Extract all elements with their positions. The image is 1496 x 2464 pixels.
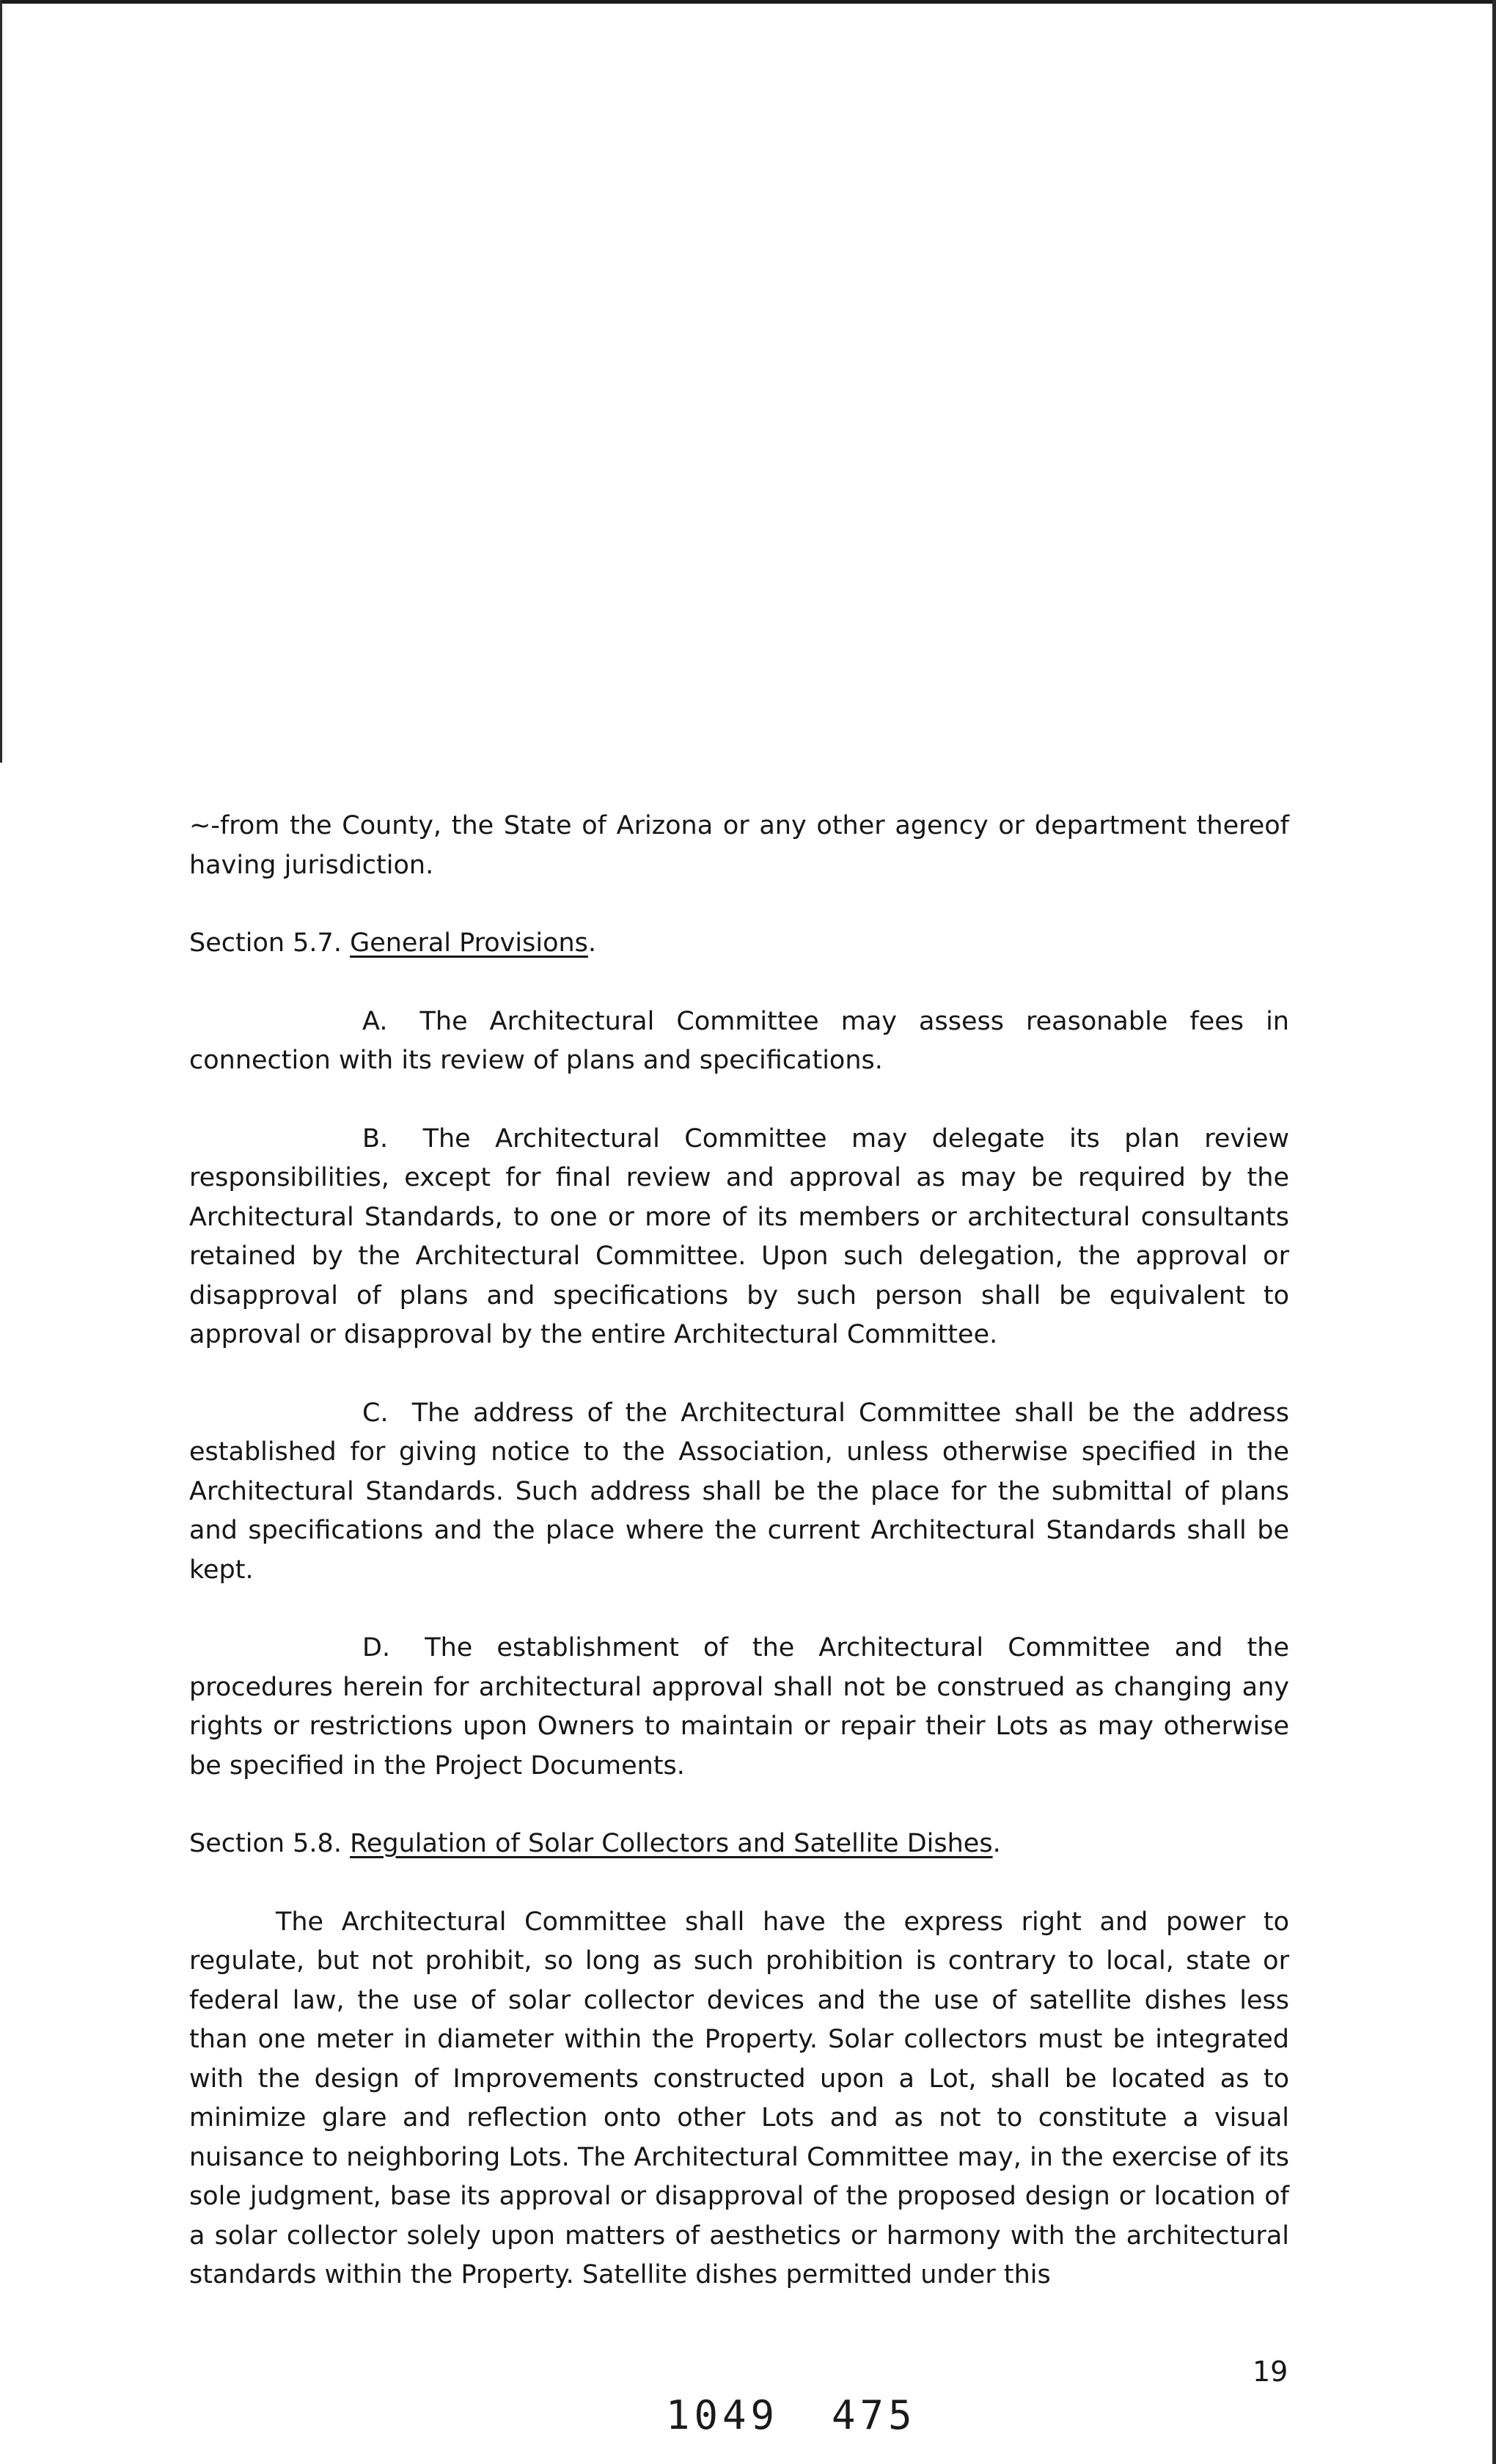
provision-c-label: C. bbox=[362, 1398, 389, 1428]
provision-b-text: The Architectural Committee may delegate its plan review responsibilities, except for final review and approval as may be required by the Architectural Standards, to one or more of its members or architectural consultants retained by the Architectural Committee. Upon such delegation, the approval or disapproval of plans and specifications by such person shall be equivalent to approval or disapproval by the entire Architectural Committee. bbox=[189, 1123, 1289, 1349]
recording-book-number: 1049 bbox=[666, 2392, 780, 2438]
provision-c bbox=[189, 1394, 1289, 1591]
scan-edge-left bbox=[0, 0, 2, 763]
recording-stamp bbox=[666, 2392, 917, 2438]
section-5-8-suffix: . bbox=[992, 1829, 1001, 1858]
page-number: 19 bbox=[1253, 2355, 1288, 2388]
continuation-paragraph: ~-from the County, the State of Arizona or any other agency or department thereof having jurisdiction. bbox=[189, 811, 1289, 880]
provision-c-text: The address of the Architectural Committee shall be the address established for giving notice to the Association, unless otherwise specified in the Architectural Standards. Such address shall be the place for the submittal of plans and specifications and the place where the current Architectural Standards shall be kept. bbox=[189, 1398, 1289, 1585]
document-body bbox=[189, 807, 1289, 2334]
provision-d-text: The establishment of the Architectural Committee and the procedures herein for architectural approval shall not be construed as changing any rights or restrictions upon Owners to maintain or repair their Lots as may otherwise be specified in the Project Documents. bbox=[189, 1633, 1289, 1781]
provision-d bbox=[189, 1629, 1289, 1786]
provision-a bbox=[189, 1002, 1289, 1081]
section-5-8-heading bbox=[189, 1825, 1289, 1864]
recording-page-number: 475 bbox=[832, 2392, 917, 2438]
section-5-7-title: General Provisions bbox=[350, 928, 588, 958]
section-5-7-prefix: Section 5.7. bbox=[189, 928, 342, 958]
provision-d-label: D. bbox=[362, 1633, 391, 1662]
section-5-7-suffix: . bbox=[587, 928, 597, 958]
scan-edge-right bbox=[1492, 0, 1496, 2464]
section-5-7-heading bbox=[189, 924, 1289, 964]
scan-edge-top bbox=[0, 0, 1496, 4]
section-5-8-prefix: Section 5.8. bbox=[189, 1829, 342, 1858]
provision-a-label: A. bbox=[362, 1006, 388, 1036]
provision-b bbox=[189, 1120, 1289, 1355]
provision-b-label: B. bbox=[362, 1123, 389, 1154]
section-5-8-body: The Architectural Committee shall have the express right and power to regulate, but not prohibit, so long as such prohibition is contrary to local, state or federal law, the use of solar collector devices and the use of satellite dishes less than one meter in diameter within the Property. Solar collectors must be integrated with the design of Improvements constructed upon a Lot, shall be located as to minimize glare and reflection onto other Lots and as not to constitute a visual nuisance to neighboring Lots. The Architectural Committee may, in the exercise of its sole judgment, base its approval or disapproval of the proposed design or location of a solar collector solely upon matters of aesthetics or harmony with the architectural standards within the Property. Satellite dishes permitted under this bbox=[189, 1907, 1289, 2289]
provision-a-text: The Architectural Committee may assess reasonable fees in connection with its review of plans and specifications. bbox=[189, 1006, 1289, 1075]
section-5-8-title: Regulation of Solar Collectors and Satellite Dishes bbox=[350, 1829, 993, 1858]
